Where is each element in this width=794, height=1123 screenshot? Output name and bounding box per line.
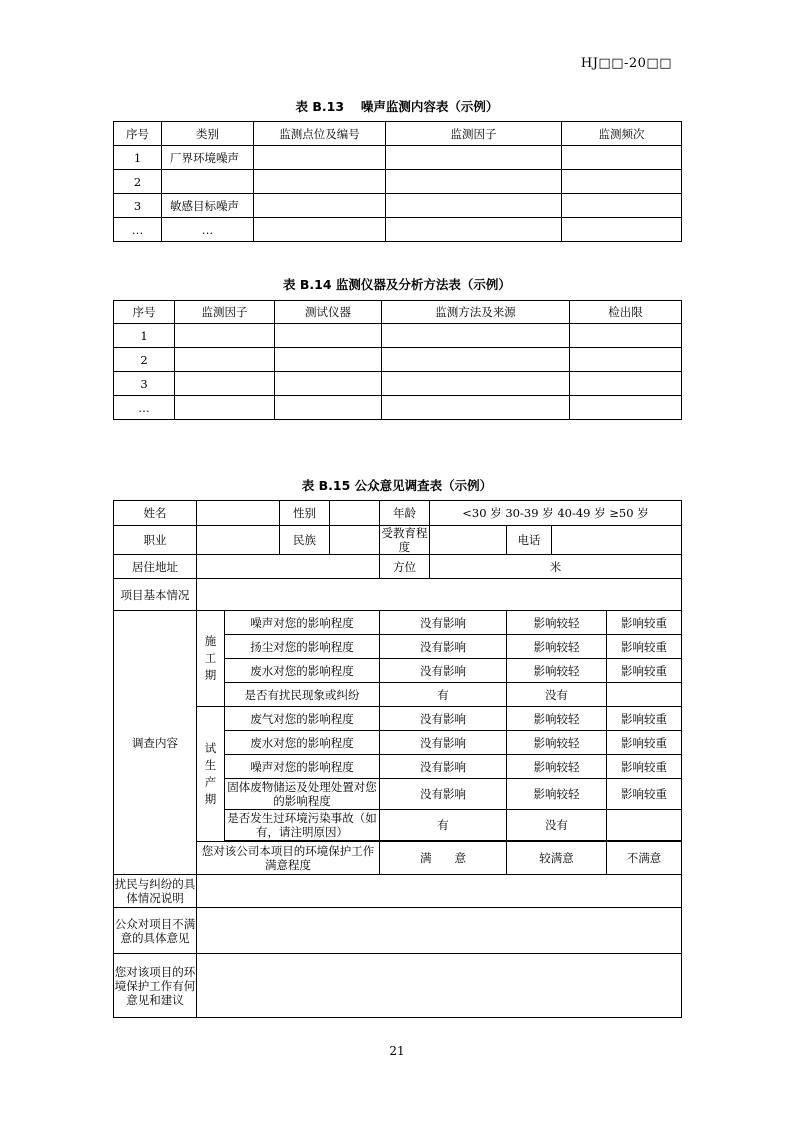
header-cell: 检出限: [570, 301, 682, 324]
table-row: [114, 194, 682, 218]
ethnic-value[interactable]: [330, 526, 380, 555]
construction-period-label: [197, 611, 225, 707]
option-cell[interactable]: 影响较重: [607, 659, 682, 683]
table-cell: [562, 194, 682, 218]
option-cell[interactable]: 影响较轻: [507, 635, 607, 659]
table-cell: [386, 170, 562, 194]
table-cell: 3: [114, 372, 175, 396]
address-label: 居住地址: [114, 555, 197, 579]
option-cell[interactable]: 没有影响: [380, 707, 507, 731]
table-cell: [382, 324, 570, 348]
suggestion-label: 您对该项目的环境保护工作有何意见和建议: [114, 954, 197, 1018]
table-cell: [254, 146, 386, 170]
option-cell[interactable]: 没有影响: [380, 755, 507, 779]
table-cell: [386, 194, 562, 218]
phone-label: 电话: [507, 526, 552, 555]
table-b15-caption: 表 B.15 公众意见调查表（示例）: [301, 478, 493, 493]
table-row: [114, 324, 682, 348]
option-cell[interactable]: 没有: [507, 683, 607, 707]
table-cell: [254, 194, 386, 218]
table-cell: [275, 324, 382, 348]
table-b14-caption: 表 B.14 监测仪器及分析方法表（示例）: [283, 277, 511, 292]
header-cell: 监测因子: [175, 301, 275, 324]
option-cell[interactable]: 没有影响: [380, 611, 507, 635]
header-cell: 测试仪器: [275, 301, 382, 324]
table-cell: 厂界环境噪声: [162, 146, 254, 170]
option-cell[interactable]: 没有: [507, 810, 607, 841]
table-b13-caption: 表 B.13 噪声监测内容表（示例）: [295, 99, 499, 114]
table-row: [114, 372, 682, 396]
name-value[interactable]: [197, 501, 280, 526]
table-b14: [113, 300, 682, 420]
option-cell[interactable]: 没有影响: [380, 731, 507, 755]
ethnic-label: 民族: [280, 526, 330, 555]
option-cell[interactable]: 影响较重: [607, 611, 682, 635]
table-cell: 1: [114, 324, 175, 348]
address-value[interactable]: [197, 555, 380, 579]
table-cell: …: [162, 218, 254, 242]
option-cell[interactable]: 有: [380, 810, 507, 841]
table-row: [114, 396, 682, 420]
question-cell: 扬尘对您的影响程度: [225, 635, 380, 659]
option-cell[interactable]: 没有影响: [380, 635, 507, 659]
question-cell: 噪声对您的影响程度: [225, 755, 380, 779]
option-cell[interactable]: 影响较轻: [507, 707, 607, 731]
option-cell[interactable]: 影响较重: [607, 731, 682, 755]
table-row: [114, 348, 682, 372]
survey-content-label: 调查内容: [114, 611, 197, 875]
option-cell[interactable]: 没有影响: [380, 659, 507, 683]
option-cell[interactable]: 不满意: [607, 842, 682, 875]
job-value[interactable]: [197, 526, 280, 555]
option-cell[interactable]: 影响较轻: [507, 779, 607, 810]
question-cell: 固体废物储运及处理处置对您的影响程度: [225, 779, 380, 810]
table-b13: [113, 121, 682, 242]
table-cell: [570, 372, 682, 396]
education-value[interactable]: [430, 526, 507, 555]
header-cell: 监测因子: [386, 122, 562, 146]
header-cell: 序号: [114, 301, 175, 324]
table-cell: [162, 170, 254, 194]
table-cell: 1: [114, 146, 162, 170]
suggestion-value[interactable]: [197, 954, 682, 1018]
option-cell[interactable]: 满 意: [380, 842, 507, 875]
direction-label: 方位: [380, 555, 430, 579]
header-cell: 监测方法及来源: [382, 301, 570, 324]
age-label: 年龄: [380, 501, 430, 526]
table-cell: …: [114, 396, 175, 420]
table-cell: [175, 372, 275, 396]
gender-value[interactable]: [330, 501, 380, 526]
question-cell: 噪声对您的影响程度: [225, 611, 380, 635]
option-cell: [607, 683, 682, 707]
phone-value[interactable]: [552, 526, 682, 555]
option-cell[interactable]: 有: [380, 683, 507, 707]
page-number: 21: [389, 1044, 405, 1058]
table-cell: [562, 170, 682, 194]
header-cell: 监测频次: [562, 122, 682, 146]
dissatisfied-value[interactable]: [197, 908, 682, 954]
option-cell[interactable]: 影响较轻: [507, 611, 607, 635]
name-label: 姓名: [114, 501, 197, 526]
table-cell: [382, 372, 570, 396]
table-cell: 敏感目标噪声: [162, 194, 254, 218]
table-cell: [386, 146, 562, 170]
option-cell[interactable]: 较满意: [507, 842, 607, 875]
table-cell: [382, 396, 570, 420]
option-cell[interactable]: 影响较重: [607, 755, 682, 779]
education-label: 受教育程度: [381, 526, 428, 554]
table-cell: [175, 324, 275, 348]
table-cell: [382, 348, 570, 372]
question-cell: 您对该公司本项目的环境保护工作满意程度: [197, 842, 380, 875]
header-cell: 类别: [162, 122, 254, 146]
dissatisfied-label: 公众对项目不满意的具体意见: [114, 908, 197, 954]
table-row: [114, 170, 682, 194]
header-cell: 监测点位及编号: [254, 122, 386, 146]
basic-info-value[interactable]: [197, 579, 682, 611]
disturb-detail-label: 扰民与纠纷的具体情况说明: [114, 875, 197, 908]
table-cell: [254, 218, 386, 242]
age-options[interactable]: <30 岁 30-39 岁 40-49 岁 ≥50 岁: [430, 501, 682, 526]
trial-period-text: 试生产期: [204, 741, 217, 806]
table-cell: [275, 396, 382, 420]
construction-period-text: 施工期: [204, 634, 217, 682]
table-row: [114, 218, 682, 242]
meter-label: 米: [430, 555, 682, 579]
table-cell: [570, 348, 682, 372]
question-cell: 废水对您的影响程度: [225, 659, 380, 683]
table-cell: [175, 348, 275, 372]
table-cell: [275, 372, 382, 396]
trial-period-label: [197, 707, 225, 842]
table-cell: 2: [114, 170, 162, 194]
option-cell: [607, 810, 682, 841]
basic-info-label: 项目基本情况: [114, 579, 197, 611]
header-cell: 序号: [114, 122, 162, 146]
table-cell: [175, 396, 275, 420]
table-cell: 2: [114, 348, 175, 372]
option-cell[interactable]: 影响较重: [607, 707, 682, 731]
table-cell: [275, 348, 382, 372]
option-cell[interactable]: 影响较重: [607, 635, 682, 659]
table-cell: [562, 218, 682, 242]
disturb-detail-value[interactable]: [197, 875, 682, 908]
table-b15: [113, 500, 682, 1018]
job-label: 职业: [114, 526, 197, 555]
document-code: HJ□□-20□□: [580, 56, 672, 71]
gender-label: 性别: [280, 501, 330, 526]
table-cell: [570, 324, 682, 348]
table-row: [114, 146, 682, 170]
option-cell[interactable]: 影响较轻: [507, 731, 607, 755]
table-cell: [254, 170, 386, 194]
question-cell: 废水对您的影响程度: [225, 731, 380, 755]
option-cell[interactable]: 没有影响: [380, 779, 507, 810]
option-cell[interactable]: 影响较轻: [507, 755, 607, 779]
option-cell[interactable]: 影响较重: [607, 779, 682, 810]
table-cell: [570, 396, 682, 420]
table-cell: 3: [114, 194, 162, 218]
table-cell: [386, 218, 562, 242]
option-cell[interactable]: 影响较轻: [507, 659, 607, 683]
question-cell: 废气对您的影响程度: [225, 707, 380, 731]
table-cell: [562, 146, 682, 170]
question-cell: 是否发生过环境污染事故（如有，请注明原因）: [225, 810, 380, 841]
table-cell: …: [114, 218, 162, 242]
question-cell: 是否有扰民现象或纠纷: [225, 683, 380, 707]
